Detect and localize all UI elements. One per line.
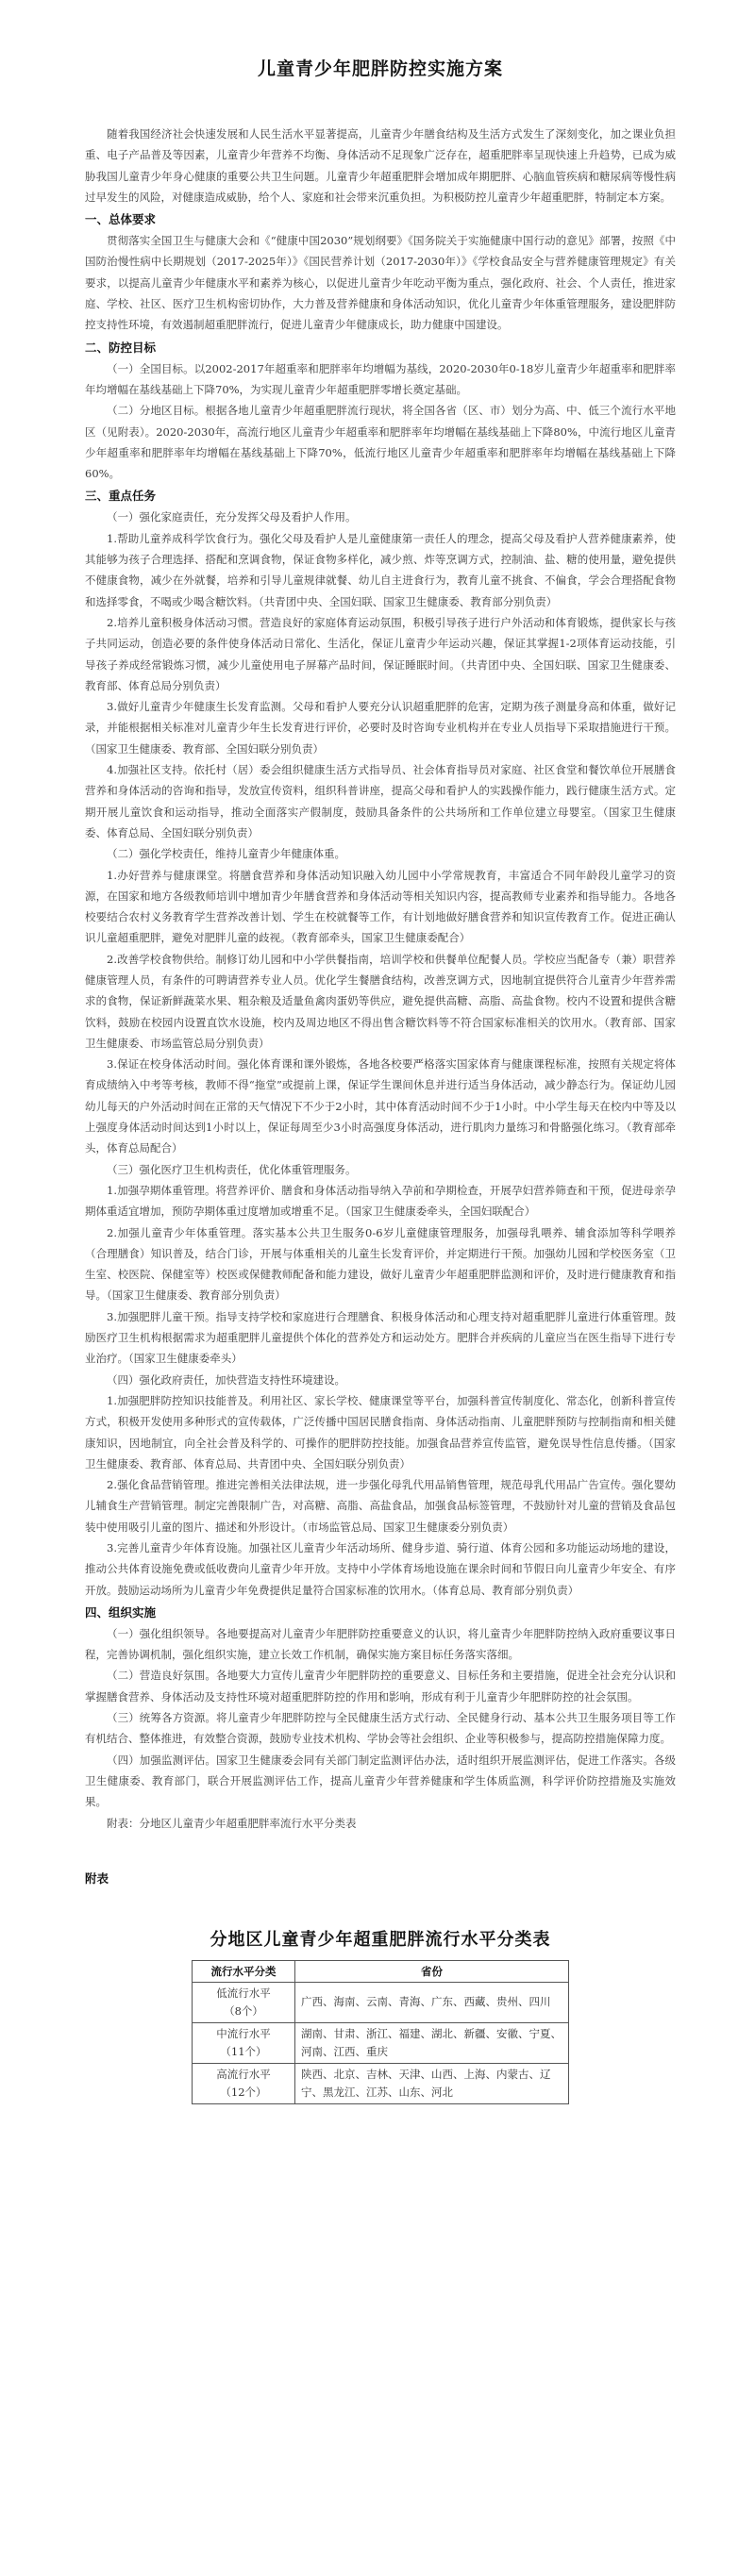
level-name: 高流行水平 — [216, 2067, 271, 2081]
section-paragraph: 3.加强肥胖儿童干预。指导支持学校和家庭进行合理膳食、积极身体活动和心理支持对超重肥胖儿童进行体重管理。鼓励医疗卫生机构根据需求为超重肥胖儿童提供个体化的营养处方和运动处方。肥胖合并疾病的儿童应当在医生指导下进行专业治疗。（国家卫生健康委牵头） — [85, 1309, 676, 1366]
subsection-heading: （二）强化学校责任，维持儿童青少年健康体重。 — [107, 847, 345, 861]
provinces-cell: 陕西、北京、吉林、天津、山西、上海、内蒙古、辽宁、黑龙江、江苏、山东、河北 — [295, 2063, 569, 2103]
section-paragraph: 1.加强孕期体重管理。将营养评价、膳食和身体活动指导纳入孕前和孕期检查，开展孕妇营养筛查和干预，促进母亲孕期体重适宜增加，预防孕期体重过度增加或增重不足。（国家卫生健康委牵头，全国妇联配合） — [85, 1183, 676, 1219]
attachment-note: 附表：分地区儿童青少年超重肥胖率流行水平分类表 — [107, 1816, 357, 1830]
level-cell — [193, 2063, 295, 2103]
level-count: （12个） — [220, 2085, 267, 2099]
subsection-heading: （三）强化医疗卫生机构责任，优化体重管理服务。 — [107, 1162, 357, 1176]
section-paragraph: 1.办好营养与健康课堂。将膳食营养和身体活动知识融入幼儿园中小学常规教育，丰富适合不同年龄段儿童学习的资源，在国家和地方各级教师培训中增加青少年膳食营养和身体活动等相关知识内容，提高教师专业素养和指导能力。各地各校要结合农村义务教育学生营养改善计划、学生在校就餐等工作，有计划地做好膳食营养和知识宣传教育工作。促进正确认识儿童超重肥胖，避免对肥胖儿童的歧视。（教育部牵头，国家卫生健康委配合） — [85, 868, 676, 945]
table-row — [193, 2063, 569, 2103]
prevalence-level-table — [192, 1960, 569, 2104]
document-title: 儿童青少年肥胖防控实施方案 — [257, 58, 503, 79]
level-cell — [193, 2022, 295, 2063]
appendix-label: 附表 — [85, 1870, 109, 1886]
section-paragraph: 3.完善儿童青少年体育设施。加强社区儿童青少年活动场所、健身步道、骑行道、体育公园和多功能运动场地的建设，推动公共体育设施免费或低收费向儿童青少年开放。支持中小学体育场地设施在课余时间和节假日向儿童青少年安全、有序开放。鼓励运动场所为儿童青少年免费提供足量符合国家标准的饮用水。（体育总局、教育部分别负责） — [85, 1541, 676, 1597]
section-paragraph: 3.保证在校身体活动时间。强化体育课和课外锻炼，各地各校要严格落实国家体育与健康课程标准，按照有关规定将体育成绩纳入中考等考核，教师不得“拖堂”或提前上课，保证学生课间休息并进行适当身体活动，减少静态行为。保证幼儿园幼儿每天的户外活动时间在正常的天气情况下不少于2小时，其中体育活动时间不少于1小时。中小学生每天在校内中等及以上强度身体活动时间达到1小时以上，保证每周至少3小时高强度身体活动，进行肌肉力量练习和骨骼强化练习。（教育部牵头，体育总局配合） — [85, 1057, 676, 1155]
section-paragraph: 3.做好儿童青少年健康生长发育监测。父母和看护人要充分认识超重肥胖的危害，定期为孩子测量身高和体重，做好记录，并能根据相关标准对儿童青少年生长发育进行评价，必要时及时咨询专业机构并在专业人员指导下采取措施进行干预。（国家卫生健康委、教育部、全国妇联分别负责） — [85, 700, 676, 756]
table-row — [193, 2022, 569, 2063]
provinces-cell: 湖南、甘肃、浙江、福建、湖北、新疆、安徽、宁夏、河南、江西、重庆 — [295, 2022, 569, 2063]
level-cell — [193, 1982, 295, 2022]
section-paragraph: （一）全国目标。以2002-2017年超重率和肥胖率年均增幅为基线，2020-2030年0-18岁儿童青少年超重率和肥胖率年均增幅在基线基础上下降70%，为实现儿童青少年超重肥胖零增长奠定基础。 — [85, 361, 676, 396]
section-paragraph: 2.加强儿童青少年体重管理。落实基本公共卫生服务0-6岁儿童健康管理服务，加强母乳喂养、辅食添加等科学喂养（合理膳食）知识普及，结合门诊，开展与体重相关的儿童生长发育评价，并定期进行干预。加强幼儿园和学校医务室（卫生室、校医院、保健室等）校医或保健教师配备和能力建设，做好儿童青少年超重肥胖监测和评价，及时进行健康教育和指导。（国家卫生健康委、教育部分别负责） — [85, 1225, 676, 1303]
table-header-row — [193, 1960, 569, 1982]
subsection-heading: （一）强化家庭责任，充分发挥父母及看护人作用。 — [107, 510, 357, 524]
section-paragraph: （二）营造良好氛围。各地要大力宣传儿童青少年肥胖防控的重要意义、目标任务和主要措施，促进全社会充分认识和掌握膳食营养、身体活动及支持性环境对超重肥胖防控的作用和影响，形成有利于儿童青少年肥胖防控的社会氛围。 — [85, 1669, 676, 1703]
section-paragraph: 1.加强肥胖防控知识技能普及。利用社区、家长学校、健康课堂等平台，加强科普宣传制度化、常态化，创新科普宣传方式，积极开发使用多种形式的宣传载体，广泛传播中国居民膳食指南、身体活动指南、儿童肥胖预防与控制指南和相关健康知识，因地制宜，向全社会普及科学的、可操作的肥胖防控技能。加强食品营养宣传监管，避免误导性信息传播。（国家卫生健康委、教育部、体育总局、共青团中央、全国妇联分别负责） — [85, 1393, 676, 1471]
appendix-table-title: 分地区儿童青少年超重肥胖流行水平分类表 — [210, 1929, 551, 1950]
column-header-level: 流行水平分类 — [193, 1960, 295, 1982]
section-paragraph: （二）分地区目标。根据各地儿童青少年超重肥胖流行现状，将全国各省（区、市）划分为高、中、低三个流行水平地区（见附表）。2020-2030年，高流行地区儿童青少年超重率和肥胖率年均增幅在基线基础上下降80%，中流行地区儿童青少年超重率和肥胖率年均增幅在基线基础上下降70%，低流行地区儿童青少年超重率和肥胖率年均增幅在基线基础上下降60%。 — [85, 404, 676, 481]
level-count: （11个） — [220, 2044, 267, 2058]
table-row — [193, 1982, 569, 2022]
section-heading-targets: 二、防控目标 — [85, 340, 157, 355]
section-paragraph: 2.培养儿童积极身体活动习惯。营造良好的家庭体育运动氛围，积极引导孩子进行户外活动和体育锻炼，提供家长与孩子共同运动，创造必要的条件使身体活动日常化、生活化，保证儿童青少年运动兴趣，保证其掌握1-2项体育运动技能，引导孩子养成经常锻炼习惯，减少儿童使用电子屏幕产品时间，保证睡眠时间。（共青团中央、全国妇联、国家卫生健康委、教育部、体育总局分别负责） — [85, 615, 676, 692]
section-paragraph: 1.帮助儿童养成科学饮食行为。强化父母及看护人是儿童健康第一责任人的理念，提高父母及看护人营养健康素养，使其能够为孩子合理选择、搭配和烹调食物，保证食物多样化，减少煎、炸等烹调方式，控制油、盐、糖的使用量，避免提供不健康食物，减少在外就餐，培养和引导儿童规律就餐、幼儿自主进食行为，教育儿童不挑食、不偏食，学会合理搭配食物和选择零食，不喝或少喝含糖饮料。（共青团中央、全国妇联、国家卫生健康委、教育部分别负责） — [85, 531, 676, 608]
section-paragraph: 贯彻落实全国卫生与健康大会和《“健康中国2030”规划纲要》《国务院关于实施健康中国行动的意见》部署，按照《中国防治慢性病中长期规划（2017-2025年）》《国民营养计划（2017-2030年）》《学校食品安全与营养健康管理规定》有关要求，以提高儿童青少年健康水平和素养为核心，以促进儿童青少年吃动平衡为重点，强化政府、社会、个人责任，推进家庭、学校、社区、医疗卫生机构密切协作，大力普及营养健康和身体活动知识，优化儿童青少年体重管理服务，建设肥胖防控支持性环境，有效遏制超重肥胖流行，促进儿童青少年健康成长，助力健康中国建设。 — [85, 234, 676, 332]
intro-paragraph: 随着我国经济社会快速发展和人民生活水平显著提高，儿童青少年膳食结构及生活方式发生了深刻变化，加之课业负担重、电子产品普及等因素，儿童青少年营养不均衡、身体活动不足现象广泛存在，超重肥胖率呈现快速上升趋势，已成为威胁我国儿童青少年身心健康的重要公共卫生问题。儿童青少年超重肥胖会增加成年期肥胖、心脑血管疾病和糖尿病等慢性病过早发生的风险，对健康造成威胁，给个人、家庭和社会带来沉重负担。为积极防控儿童青少年超重肥胖，特制定本方案。 — [85, 127, 676, 204]
section-paragraph: （一）强化组织领导。各地要提高对儿童青少年肥胖防控重要意义的认识，将儿童青少年肥胖防控纳入政府重要议事日程，完善协调机制，强化组织实施，建立长效工作机制，确保实施方案目标任务落实落细。 — [85, 1626, 676, 1662]
column-header-provinces: 省份 — [295, 1960, 569, 1982]
level-count: （8个） — [224, 2003, 263, 2018]
section-heading-key-tasks: 三、重点任务 — [85, 489, 157, 504]
provinces-cell: 广西、海南、云南、青海、广东、西藏、贵州、四川 — [295, 1982, 569, 2022]
section-heading-implementation: 四、组织实施 — [85, 1604, 157, 1620]
section-paragraph: 2.强化食品营销管理。推进完善相关法律法规，进一步强化母乳代用品销售管理，规范母乳代用品广告宣传。强化婴幼儿辅食生产营销管理。制定完善限制广告，对高糖、高脂、高盐食品，加强食品标签管理，不鼓励针对儿童的营销及食品包装中使用吸引儿童的图片、描述和外形设计。（市场监管总局、国家卫生健康委分别负责） — [85, 1478, 676, 1534]
section-paragraph: （三）统筹各方资源。将儿童青少年肥胖防控与全民健康生活方式行动、全民健身行动、基本公共卫生服务项目等工作有机结合、整体推进，有效整合资源，鼓励专业技术机构、学协会等社会组织、企业等积极参与，提高防控措施保障力度。 — [85, 1711, 676, 1746]
section-paragraph: 2.改善学校食物供给。制修订幼儿园和中小学供餐指南，培训学校和供餐单位配餐人员。学校应当配备专（兼）职营养健康管理人员，有条件的可聘请营养专业人员。优化学生餐膳食结构，改善烹调方式，因地制宜提供符合儿童青少年营养需求的食物，保证新鲜蔬菜水果、粗杂粮及适量鱼禽肉蛋奶等供应，避免提供高糖、高脂、高盐食物。校内不设置和提供含糖饮料，鼓励在校园内设置直饮水设施，校内及周边地区不得出售含糖饮料等不符合国家标准相关的饮用水。（教育部、国家卫生健康委、市场监管总局分别负责） — [85, 952, 676, 1050]
level-name: 中流行水平 — [216, 2026, 271, 2040]
section-heading-general: 一、总体要求 — [85, 212, 157, 227]
section-paragraph: （四）加强监测评估。国家卫生健康委会同有关部门制定监测评估办法，适时组织开展监测评估，促进工作落实。各级卫生健康委、教育部门，联合开展监测评估工作，提高儿童青少年营养健康和学生体质监测，科学评价防控措施及实施效果。 — [85, 1753, 676, 1809]
subsection-heading: （四）强化政府责任，加快营造支持性环境建设。 — [107, 1372, 345, 1387]
level-name: 低流行水平 — [216, 1986, 271, 2000]
section-paragraph: 4.加强社区支持。依托村（居）委会组织健康生活方式指导员、社会体育指导员对家庭、社区食堂和餐饮单位开展膳食营养和身体活动的咨询和指导，发放宣传资料，组织科普讲座，提高父母和看护人的实践操作能力，践行健康生活方式。定期开展儿童饮食和运动指导，推动全面落实产假制度，鼓励具备条件的公共场所和工作单位建立母婴室。（国家卫生健康委、体育总局、全国妇联分别负责） — [85, 763, 676, 839]
